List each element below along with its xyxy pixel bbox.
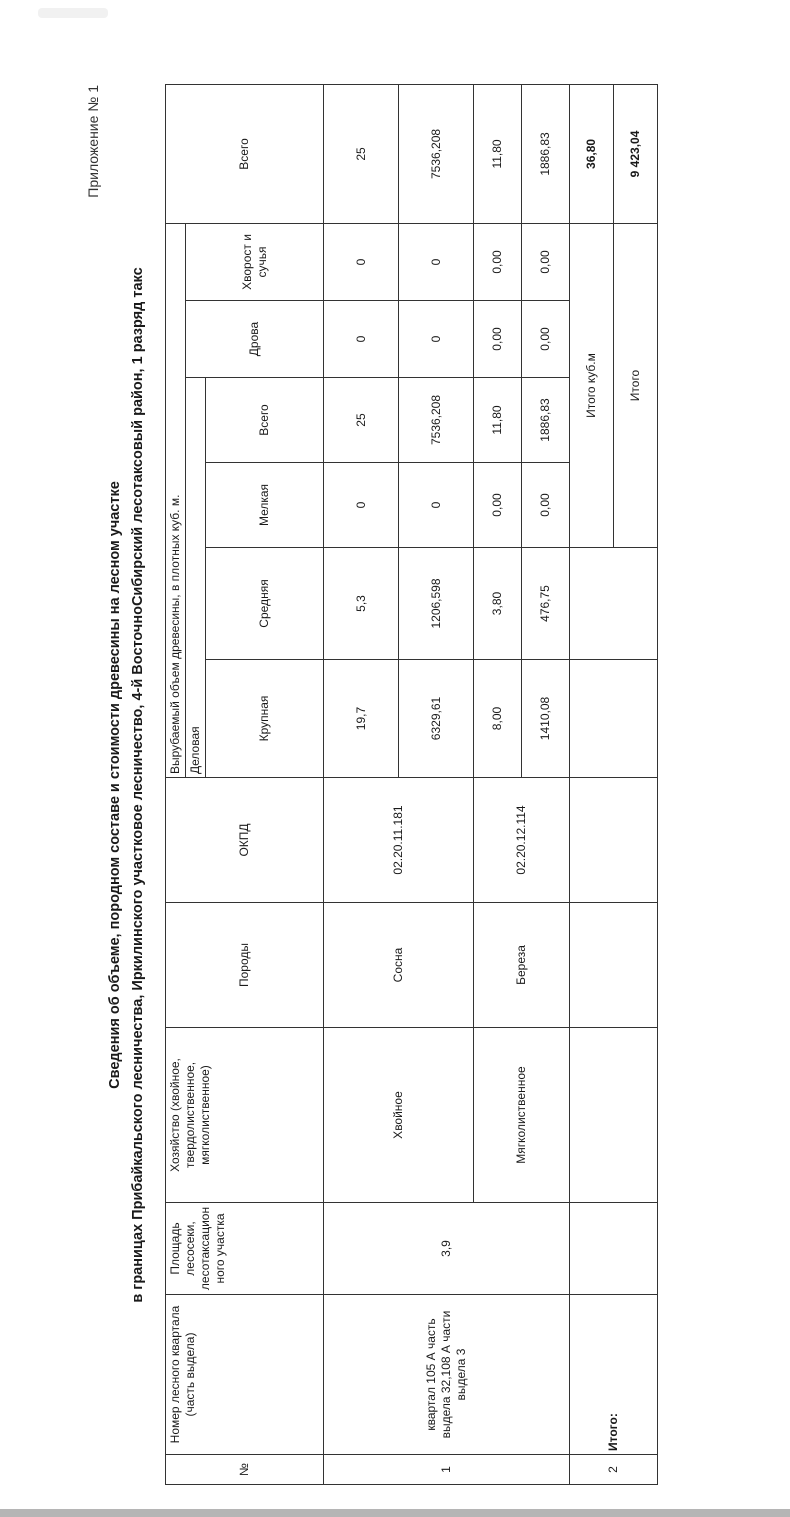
header-brush: Хворост и сучья bbox=[186, 223, 324, 300]
totals-empty bbox=[570, 778, 658, 903]
cell-medium: 476,75 bbox=[522, 548, 570, 660]
row-farm: Мягколиственное bbox=[474, 1028, 570, 1203]
table-row bbox=[324, 84, 399, 1484]
row-quarter: квартал 105 А часть выдела 32,108 А части выдела 3 bbox=[324, 1295, 570, 1455]
cell-large: 6329,61 bbox=[399, 660, 474, 778]
timber-volume-table bbox=[165, 84, 658, 1485]
header-business-total: Всего bbox=[206, 378, 324, 463]
scan-artifact bbox=[38, 8, 108, 18]
row-farm: Хвойное bbox=[324, 1028, 474, 1203]
header-okpd: ОКПД bbox=[166, 778, 324, 903]
header-num: № bbox=[166, 1455, 324, 1485]
annex-label: Приложение № 1 bbox=[85, 85, 101, 198]
cell-business-total: 25 bbox=[324, 378, 399, 463]
cell-large: 19,7 bbox=[324, 660, 399, 778]
cell-total: 7536,208 bbox=[399, 84, 474, 223]
totals-empty bbox=[570, 1028, 658, 1203]
cell-medium: 3,80 bbox=[474, 548, 522, 660]
cell-business-total: 1886,83 bbox=[522, 378, 570, 463]
totals-empty bbox=[570, 548, 658, 660]
cell-small: 0,00 bbox=[474, 463, 522, 548]
totals-empty bbox=[570, 660, 658, 778]
header-medium: Средняя bbox=[206, 548, 324, 660]
row-species: Сосна bbox=[324, 903, 474, 1028]
totals-num: 2 bbox=[570, 1455, 658, 1485]
totals-empty bbox=[570, 903, 658, 1028]
cell-brush: 0,00 bbox=[522, 223, 570, 300]
row-num: 1 bbox=[324, 1455, 570, 1485]
cell-medium: 5,3 bbox=[324, 548, 399, 660]
header-quarter: Номер лесного квартала (часть выдела) bbox=[166, 1295, 324, 1455]
header-area: Площадь лесосеки, лесотаксацион ного участка bbox=[166, 1203, 324, 1295]
document-page bbox=[85, 75, 790, 1495]
row-area: 3,9 bbox=[324, 1203, 570, 1295]
cell-brush: 0 bbox=[324, 223, 399, 300]
totals-empty bbox=[570, 1203, 658, 1295]
cell-firewood: 0 bbox=[324, 301, 399, 378]
document-subtitle: в границах Прибайкальского лесничества, Иркилинского участковое лесничество, 4-й ВосточноСибирский лесотаксовый район, 1 разряд такс bbox=[130, 267, 146, 1303]
document-title: Сведения об объеме, породном составе и стоимости древесины на лесном участке bbox=[107, 481, 123, 1089]
header-business: Деловая bbox=[186, 378, 206, 778]
header-volume-group: Вырубаемый объем древесины, в плотных куб. м. bbox=[166, 223, 186, 777]
totals-cubic-value: 36,80 bbox=[570, 84, 614, 223]
cell-firewood: 0,00 bbox=[474, 301, 522, 378]
row-okpd: 02.20.11.181 bbox=[324, 778, 474, 903]
header-large: Крупная bbox=[206, 660, 324, 778]
row-species: Береза bbox=[474, 903, 570, 1028]
totals-sum-label: Итого bbox=[614, 223, 658, 547]
totals-cubic-label: Итого куб.м bbox=[570, 223, 614, 547]
header-small: Мелкая bbox=[206, 463, 324, 548]
cell-total: 11,80 bbox=[474, 84, 522, 223]
cell-large: 1410,08 bbox=[522, 660, 570, 778]
cell-small: 0 bbox=[399, 463, 474, 548]
cell-medium: 1206,598 bbox=[399, 548, 474, 660]
totals-label: Итого: bbox=[570, 1295, 658, 1455]
cell-business-total: 11,80 bbox=[474, 378, 522, 463]
cell-large: 8,00 bbox=[474, 660, 522, 778]
cell-small: 0,00 bbox=[522, 463, 570, 548]
cell-business-total: 7536,208 bbox=[399, 378, 474, 463]
bottom-scrollbar bbox=[0, 1509, 790, 1517]
totals-row bbox=[570, 84, 614, 1484]
cell-firewood: 0,00 bbox=[522, 301, 570, 378]
cell-firewood: 0 bbox=[399, 301, 474, 378]
header-species: Породы bbox=[166, 903, 324, 1028]
cell-small: 0 bbox=[324, 463, 399, 548]
cell-brush: 0,00 bbox=[474, 223, 522, 300]
row-okpd: 02.20.12.114 bbox=[474, 778, 570, 903]
header-firewood: Дрова bbox=[186, 301, 324, 378]
cell-total: 1886,83 bbox=[522, 84, 570, 223]
cell-brush: 0 bbox=[399, 223, 474, 300]
totals-sum-value: 9 423,04 bbox=[614, 84, 658, 223]
header-farm: Хозяйство (хвойное, твердолиственное, мягколиственное) bbox=[166, 1028, 324, 1203]
header-total: Всего bbox=[166, 84, 324, 223]
cell-total: 25 bbox=[324, 84, 399, 223]
